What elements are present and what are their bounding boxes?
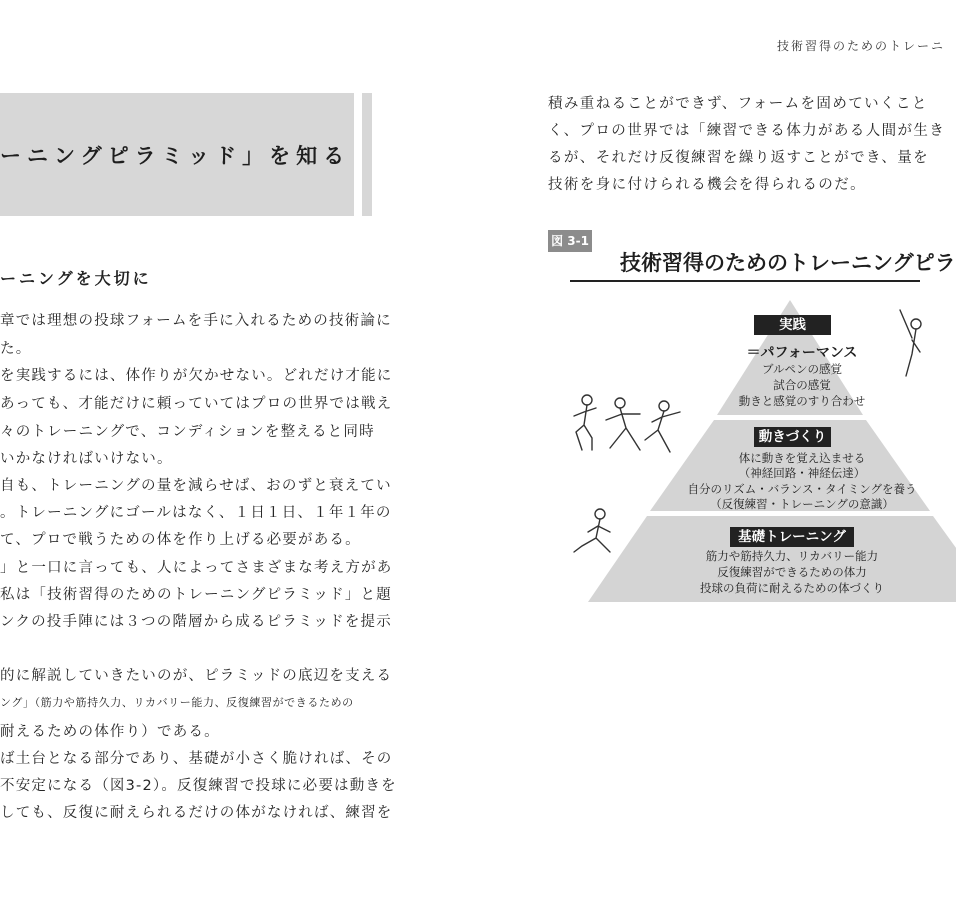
tier-bottom-line: 筋力や筋持久力、リカバリー能力 bbox=[705, 549, 879, 563]
athlete-squat-illustration bbox=[574, 395, 596, 450]
body-line: 自も、トレーニングの量を減らせば、おのずと衰えてい bbox=[0, 478, 392, 494]
tier-label-bottom: 基礎トレーニング bbox=[730, 527, 854, 547]
body-line: 耐えるための体作り）である。 bbox=[0, 724, 220, 740]
athlete-pitching-illustration bbox=[900, 310, 921, 376]
tier-top-line: ブルペンの感覚 bbox=[761, 362, 843, 376]
athlete-lunge-illustration bbox=[574, 509, 610, 552]
section-title: ーニングピラミッド」を知る bbox=[0, 144, 351, 168]
body-line: 章では理想の投球フォームを手に入れるための技術論に bbox=[0, 313, 392, 329]
body-line: 積み重ねることができず、フォームを固めていくこと bbox=[548, 96, 928, 112]
body-line: 私は「技術習得のためのトレーニングピラミッド」と題 bbox=[0, 587, 392, 603]
body-line: しても、反復に耐えられるだけの体がなければ、練習を bbox=[0, 805, 393, 821]
tier-top-line: 試合の感覚 bbox=[773, 378, 831, 392]
section-banner-accent bbox=[362, 93, 372, 216]
running-head: 技術習得のためのトレーニ bbox=[777, 39, 946, 53]
body-line: ング」（筋力や筋持久力、リカバリー能力、反復練習ができるための bbox=[0, 696, 354, 709]
body-line: ンクの投手陣には３つの階層から成るピラミッドを提示 bbox=[0, 614, 392, 630]
tier-label-middle: 動きづくり bbox=[754, 427, 831, 447]
body-line: 々のトレーニングで、コンディションを整えると同時 bbox=[0, 424, 375, 440]
tier-label-top: 実践 bbox=[754, 315, 831, 335]
figure-label: 図 3-1 bbox=[548, 230, 592, 252]
tier-bottom-line: 投球の負荷に耐えるための体づくり bbox=[700, 581, 884, 595]
body-line: て、プロで戦うための体を作り上げる必要がある。 bbox=[0, 532, 361, 548]
body-line: あっても、才能だけに頼っていてはプロの世界では戦え bbox=[0, 396, 393, 412]
body-line: 技術を身に付けられる機会を得られるのだ。 bbox=[548, 177, 866, 193]
body-line: 」と一口に言っても、人によってさまざまな考え方があ bbox=[0, 560, 393, 576]
subheading: ーニングを大切に bbox=[0, 269, 152, 288]
tier-middle-line: 体に動きを覚え込ませる bbox=[738, 451, 866, 465]
body-line: を実践するには、体作りが欠かせない。どれだけ才能に bbox=[0, 368, 393, 384]
tier-middle-line: （反復練習・トレーニングの意識） bbox=[710, 497, 894, 511]
body-line: 。トレーニングにゴールはなく、１日１日、１年１年の bbox=[0, 505, 392, 521]
tier-bottom-line: 反復練習ができるための体力 bbox=[717, 565, 867, 579]
tier-top-line: 動きと感覚のすり合わせ bbox=[738, 394, 866, 408]
tier-middle-line: 自分のリズム・バランス・タイミングを養う bbox=[687, 482, 917, 496]
body-line: 不安定になる（図3-2）。反復練習で投球に必要は動きを bbox=[0, 778, 397, 794]
body-line: いかなければいけない。 bbox=[0, 451, 173, 467]
body-line: 的に解説していきたいのが、ピラミッドの底辺を支える bbox=[0, 668, 393, 684]
body-line: ば土台となる部分であり、基礎が小さく脆ければ、その bbox=[0, 751, 393, 767]
athlete-throwing-illustration bbox=[606, 398, 680, 452]
tier-top-subtitle: ＝パフォーマンス bbox=[746, 345, 858, 361]
tier-middle-line: （神経回路・神経伝達） bbox=[738, 466, 866, 480]
body-line: た。 bbox=[0, 341, 32, 357]
body-line: るが、それだけ反復練習を繰り返すことができ、量を bbox=[548, 150, 930, 166]
figure-title-rule bbox=[570, 280, 920, 282]
body-line: く、プロの世界では「練習できる体力がある人間が生き bbox=[548, 123, 946, 139]
figure-title: 技術習得のためのトレーニングピラ bbox=[620, 251, 956, 275]
